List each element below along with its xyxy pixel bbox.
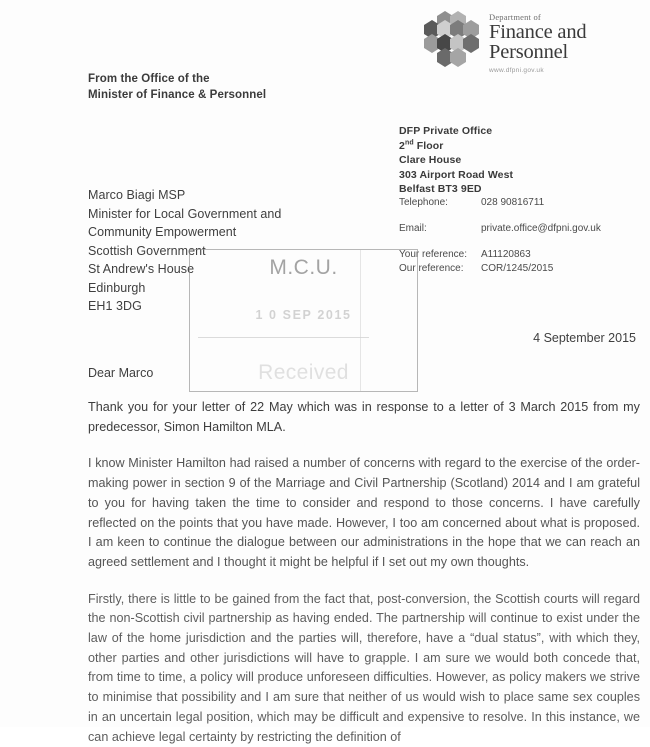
telephone-label: Telephone:: [399, 197, 448, 208]
department-name-line2: Personnel: [489, 41, 569, 63]
from-office-line1: From the Office of the: [88, 73, 210, 85]
recipient-address-block: [88, 186, 281, 316]
stamp-divider: [198, 337, 369, 338]
recipient-title-line2: Community Empowerment: [88, 225, 237, 239]
department-of-label: Department of: [489, 12, 541, 22]
email-value: private.office@dfpni.gov.uk: [481, 223, 601, 234]
your-reference-label: Your reference:: [399, 249, 468, 260]
recipient-postcode: EH1 3DG: [88, 299, 142, 313]
from-office-block: [88, 72, 266, 103]
stamp-unit-label: M.C.U.: [269, 256, 338, 279]
sender-address-line1: DFP Private Office: [399, 125, 493, 137]
reference-block: [399, 248, 553, 275]
body-paragraph-2: I know Minister Hamilton had raised a number of concerns with regard to the exercise of the order-making power in section 9 of the Marriage and Civil Partnership (Scotland) 2014 and I am grateful to you for having taken the time to consider and respond to those concerns. I have carefully reflected on the points that you have made. However, I too am concerned about what is proposed. I am keen to continue the dialogue between our administrations in the hope that we can reach an agreed settlement and I thought it might be helpful if I set out my own thoughts.: [88, 456, 640, 569]
department-name-line1: Finance and: [489, 21, 587, 43]
sender-address-line2: [399, 139, 513, 154]
contact-row-email: [399, 222, 601, 235]
recipient-organisation: Scottish Government: [88, 243, 206, 258]
our-reference-value: COR/1245/2015: [481, 262, 554, 274]
sender-address-line3: Clare House: [399, 154, 462, 167]
recipient-building: St Andrew's House: [88, 262, 195, 276]
floor-number: 2: [399, 139, 405, 152]
letter-body: [88, 398, 640, 747]
salutation: Dear Marco: [88, 366, 154, 380]
recipient-title-line1: Minister for Local Government and: [88, 206, 282, 221]
body-paragraph-1: Thank you for your letter of 22 May which was in response to a letter of 3 March 2015 from my predecessor, Simon Hamilton MLA.: [88, 400, 640, 434]
contact-row-telephone: [399, 196, 601, 209]
stamp-date: 1 0 SEP 2015: [255, 308, 352, 322]
recipient-city: Edinburgh: [88, 280, 146, 295]
sender-address-line4: 303 Airport Road West: [399, 168, 514, 181]
department-website-url: www.dfpni.gov.uk: [489, 67, 544, 74]
letter-date: 4 September 2015: [533, 331, 636, 345]
from-office-line2: Minister of Finance & Personnel: [88, 88, 267, 101]
stamp-received-label: Received: [258, 361, 349, 384]
your-reference-value: A11120863: [481, 249, 531, 260]
reference-row-your: [399, 248, 553, 262]
letterhead-text: [489, 10, 586, 74]
contact-details-block: [399, 196, 601, 235]
sender-address-line5: Belfast BT3 9ED: [399, 183, 482, 196]
hexagon-cluster-logo-icon: [424, 10, 480, 68]
our-reference-label: Our reference:: [399, 262, 464, 274]
telephone-value: 028 90816711: [481, 197, 545, 208]
reference-row-our: [399, 262, 553, 276]
sender-address-block: [399, 124, 513, 197]
stamp-vertical-divider: [360, 250, 361, 391]
floor-word: Floor: [413, 139, 444, 152]
body-paragraph-3: Firstly, there is little to be gained from the fact that, post-conversion, the Scottish courts will regard the non-Scottish civil partnership as having ended. The partnership will continue to exist under the law of the home jurisdiction and the parties will, therefore, have a “dual status”, with which they, other parties and other jurisdictions will have to grapple. I am sure we would both concede that, from time to time, a policy will produce unforeseen difficulties. However, as policy makers we strive to minimise that possibility and I am sure that neither of us would wish to place same sex couples in an uncertain legal position, which may be difficult and expensive to resolve. In this instance, we can achieve legal certainty by restricting the definition of: [88, 591, 640, 744]
email-label: Email:: [399, 223, 427, 234]
recipient-name: Marco Biagi MSP: [88, 188, 186, 202]
floor-ordinal-suffix: nd: [404, 139, 414, 147]
letterhead: [424, 10, 586, 74]
